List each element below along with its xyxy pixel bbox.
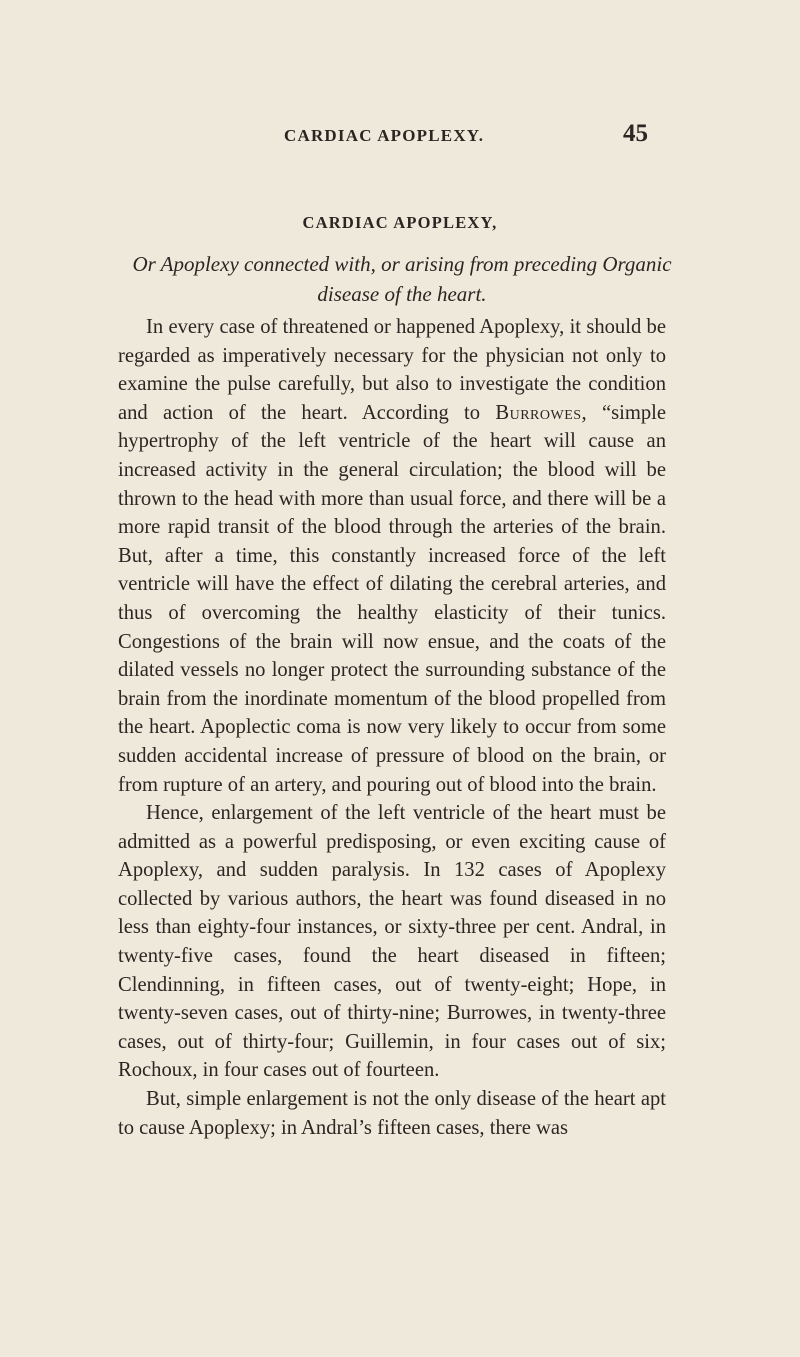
section-subtitle: Or Apoplexy connected with, or arising from preceding Organic disease of the heart. bbox=[132, 252, 672, 306]
paragraph-1-part-1: In every case of threatened or happened Apoplexy, it should be regarded as imperatively necessary for the physician not only to examine the pulse carefully, but also to investigate the condition and action of the heart. According to bbox=[118, 316, 666, 424]
running-title: CARDIAC APOPLEXY. bbox=[284, 126, 485, 145]
body-text bbox=[118, 313, 666, 1142]
author-name-burrowes: Burrowes bbox=[495, 401, 582, 424]
page-number: 45 bbox=[623, 120, 648, 147]
paragraph-1 bbox=[118, 313, 666, 799]
paragraph-1-part-2: , “simple hypertrophy of the left ventricle of the heart will cause an increased activity in the general circulation; the blood will be thrown to the head with more than usual force, and there will be a more rapid transit of the blood through the arteries of the brain. But, after a time, this constantly increased force of the left ventricle will have the effect of dilating the cerebral arteries, and thus of overcoming the healthy elasticity of their tunics. Congestions of the brain will now ensue, and the coats of the dilated vessels no longer protect the surrounding substance of the brain from the inordinate momentum of the blood propelled from the heart. Apoplectic coma is now very likely to occur from some sudden accidental increase of pressure of blood on the brain, or from rupture of an artery, and pouring out of blood into the brain. bbox=[118, 401, 666, 796]
paragraph-2: Hence, enlargement of the left ventricle of the heart must be admitted as a powerful predisposing, or even exciting cause of Apoplexy, and sudden paralysis. In 132 cases of Apoplexy collected by various authors, the heart was found diseased in no less than eighty-four instances, or sixty-three per cent. Andral, in twenty-five cases, found the heart diseased in fifteen; Clendinning, in fifteen cases, out of twenty-eight; Hope, in twenty-seven cases, out of thirty-nine; Burrowes, in twenty-three cases, out of thirty-four; Guillemin, in four cases out of six; Rochoux, in four cases out of fourteen. bbox=[118, 802, 666, 1082]
section-heading: CARDIAC APOPLEXY, bbox=[302, 213, 498, 232]
running-head bbox=[284, 120, 648, 150]
paragraph-3: But, simple enlargement is not the only disease of the heart apt to cause Apoplexy; in Andral’s fifteen cases, there was bbox=[118, 1088, 666, 1139]
